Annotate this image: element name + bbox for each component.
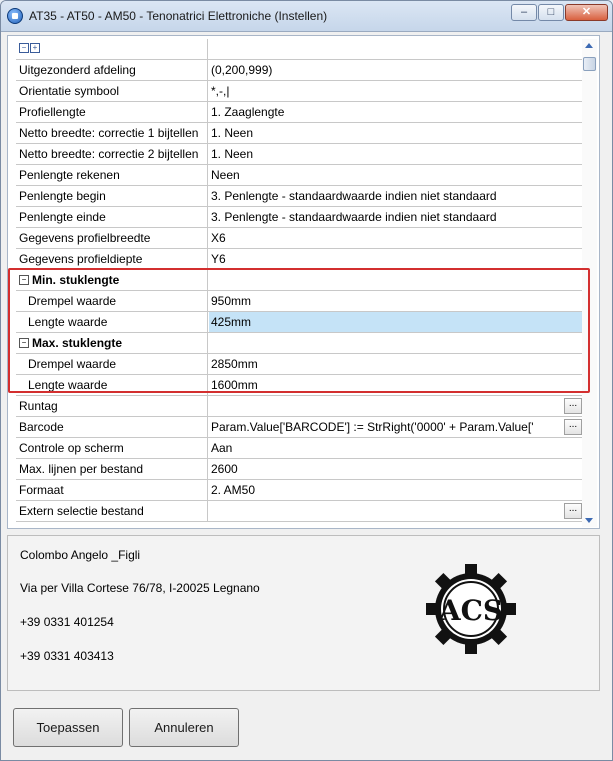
expand-all-icon[interactable]: + [30, 43, 40, 53]
company-phone: +39 0331 401254 [20, 615, 114, 629]
row-value[interactable]: 2. AM50 [211, 483, 256, 497]
company-fax: +39 0331 403413 [20, 649, 114, 663]
row-value[interactable]: 3. Penlengte - standaardwaarde indien niet standaard [211, 210, 497, 224]
grid-row-netto-breedte-correctie-1[interactable] [16, 123, 583, 144]
row-name: Netto breedte: correctie 1 bijtellen [16, 123, 208, 143]
logo-text: ACS [438, 594, 504, 627]
row-name: Penlengte rekenen [16, 165, 208, 185]
row-value[interactable]: (0,200,999) [211, 63, 273, 77]
grid-row-orientatie-symbool[interactable] [16, 81, 583, 102]
category-min-stuklengte[interactable] [16, 270, 583, 291]
company-address: Via per Villa Cortese 76/78, I-20025 Legnano [20, 581, 260, 595]
row-value[interactable]: 1. Neen [211, 147, 254, 161]
grid-row-min-drempel-waarde[interactable] [16, 291, 583, 312]
row-value[interactable]: X6 [211, 231, 226, 245]
row-name: Runtag [16, 396, 208, 416]
row-value-selected[interactable]: 425mm [209, 312, 583, 332]
row-name: Penlengte begin [16, 186, 208, 206]
cancel-button[interactable]: Annuleren [129, 708, 239, 747]
grid-row-gegevens-profielbreedte[interactable] [16, 228, 583, 249]
row-name: Formaat [16, 480, 208, 500]
grid-row-profiellengte[interactable] [16, 102, 583, 123]
row-name: Uitgezonderd afdeling [16, 60, 208, 80]
row-value[interactable]: 1. Zaaglengte [211, 105, 285, 119]
window-title: AT35 - AT50 - AM50 - Tenonatrici Elettroniche (Instellen) [29, 9, 328, 23]
category-max-stuklengte[interactable] [16, 333, 583, 354]
row-value[interactable]: 2850mm [211, 357, 258, 371]
row-value[interactable] [209, 501, 583, 521]
row-value[interactable]: 1600mm [211, 378, 258, 392]
category-label [16, 270, 208, 290]
grid-row-barcode[interactable] [16, 417, 583, 438]
row-name: Barcode [16, 417, 208, 437]
property-grid [7, 35, 600, 529]
collapse-icon[interactable]: − [19, 275, 29, 285]
grid-row-controle-op-scherm[interactable] [16, 438, 583, 459]
minimize-button[interactable]: – [511, 4, 537, 21]
grid-row-gegevens-profieldiepte[interactable] [16, 249, 583, 270]
grid-row-max-lengte-waarde[interactable] [16, 375, 583, 396]
grid-row-netto-breedte-correctie-2[interactable] [16, 144, 583, 165]
category-value [209, 270, 583, 290]
info-panel [7, 535, 600, 691]
row-value[interactable]: Aan [211, 441, 233, 455]
row-name: Netto breedte: correctie 2 bijtellen [16, 144, 208, 164]
category-title: Min. stuklengte [32, 273, 120, 287]
grid-row-min-lengte-waarde[interactable] [16, 312, 583, 333]
row-name: Gegevens profielbreedte [16, 228, 208, 248]
row-name: Lengte waarde [16, 375, 208, 395]
row-name: Gegevens profieldiepte [16, 249, 208, 269]
grid-row-uitgezonderd-afdeling[interactable] [16, 60, 583, 81]
grid-row-max-drempel-waarde[interactable] [16, 354, 583, 375]
row-value[interactable]: *,-,| [211, 84, 230, 98]
row-value[interactable]: Param.Value['BARCODE'] := StrRight('0000' + Param.Value[' [211, 420, 534, 434]
row-name: Penlengte einde [16, 207, 208, 227]
grid-header-value [209, 39, 583, 59]
collapse-all-icon[interactable]: − [19, 43, 29, 53]
grid-row-runtag[interactable] [16, 396, 583, 417]
row-value[interactable]: Y6 [211, 252, 226, 266]
scroll-thumb[interactable] [583, 57, 596, 71]
row-name: Lengte waarde [16, 312, 208, 332]
ellipsis-button[interactable]: ... [564, 398, 582, 414]
row-name: Extern selectie bestand [16, 501, 208, 521]
row-name: Drempel waarde [16, 354, 208, 374]
row-value[interactable] [209, 396, 583, 416]
row-name: Drempel waarde [16, 291, 208, 311]
ellipsis-button[interactable]: ... [564, 503, 582, 519]
title-bar[interactable] [1, 1, 612, 32]
maximize-button[interactable]: □ [538, 4, 564, 21]
vertical-scrollbar[interactable] [582, 39, 597, 527]
row-value[interactable]: 1. Neen [211, 126, 254, 140]
row-name: Orientatie symbool [16, 81, 208, 101]
grid-row-max-lijnen-per-bestand[interactable] [16, 459, 583, 480]
row-value[interactable]: 3. Penlengte - standaardwaarde indien niet standaard [211, 189, 497, 203]
row-name: Controle op scherm [16, 438, 208, 458]
row-name: Max. lijnen per bestand [16, 459, 208, 479]
grid-row-penlengte-begin[interactable] [16, 186, 583, 207]
close-button[interactable]: ✕ [565, 4, 608, 21]
scroll-down-icon[interactable] [585, 518, 593, 523]
property-grid-rows [16, 39, 583, 524]
grid-row-formaat[interactable] [16, 480, 583, 501]
grid-row-penlengte-einde[interactable] [16, 207, 583, 228]
row-value[interactable]: 950mm [211, 294, 252, 308]
app-icon [7, 8, 23, 24]
apply-button[interactable]: Toepassen [13, 708, 123, 747]
ellipsis-button[interactable]: ... [564, 419, 582, 435]
grid-header-row [16, 39, 583, 60]
scroll-up-icon[interactable] [585, 43, 593, 48]
category-title: Max. stuklengte [32, 336, 123, 350]
row-name: Profiellengte [16, 102, 208, 122]
acs-gear-logo-icon [424, 562, 518, 656]
grid-row-penlengte-rekenen[interactable] [16, 165, 583, 186]
category-value [209, 333, 583, 353]
company-name: Colombo Angelo _Figli [20, 548, 141, 562]
row-value[interactable]: Neen [211, 168, 240, 182]
row-value[interactable]: 2600 [211, 462, 238, 476]
collapse-icon[interactable]: − [19, 338, 29, 348]
grid-header-name [16, 39, 208, 59]
grid-row-extern-selectie-bestand[interactable] [16, 501, 583, 522]
category-label [16, 333, 208, 353]
